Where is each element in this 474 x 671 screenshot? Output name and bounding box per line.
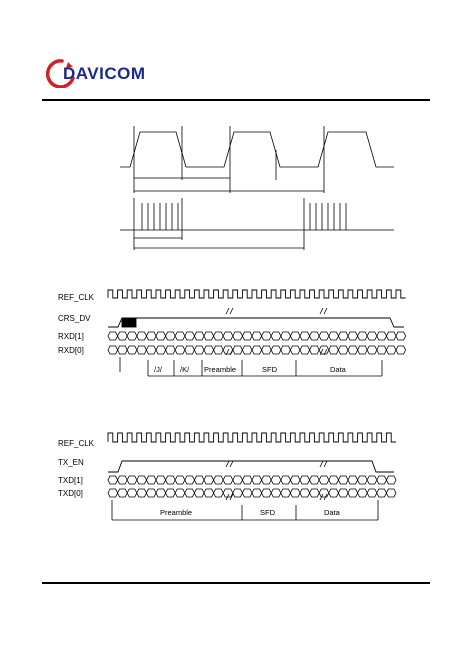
- tx-signal-label-ref-clk: REF_CLK: [58, 439, 95, 448]
- tx-signal-label-tx-en: TX_EN: [58, 458, 84, 467]
- rx-segment-j: /J/: [154, 365, 162, 374]
- tx-en-waveform: [108, 461, 394, 472]
- tx-break-marks: [226, 461, 327, 500]
- tx-segment-preamble: Preamble: [160, 508, 193, 517]
- rx-segment-data: Data: [330, 365, 346, 374]
- rx-signal-label-ref-clk: REF_CLK: [58, 293, 95, 302]
- tx-segment-data: Data: [324, 508, 340, 517]
- tx-signal-label-txd0: TXD[0]: [58, 489, 83, 498]
- rx-signal-label-rxd0: RXD[0]: [58, 346, 84, 355]
- rx-segment-k: /K/: [180, 365, 190, 374]
- tx-signal-label-txd1: TXD[1]: [58, 476, 83, 485]
- rx-signal-label-rxd1: RXD[1]: [58, 332, 84, 341]
- footer-rule: [42, 582, 430, 584]
- tx-txd1-bus: [108, 476, 396, 484]
- rx-segment-preamble: Preamble: [204, 365, 237, 374]
- tx-ref-clk-waveform: [108, 433, 396, 442]
- tx-txd0-bus: [108, 489, 396, 497]
- rx-segment-sfd: SFD: [262, 365, 277, 374]
- tx-segment-sfd: SFD: [260, 508, 275, 517]
- logo-wordmark: DAVICOM: [63, 64, 146, 83]
- rx-signal-label-crs-dv: CRS_DV: [58, 314, 91, 323]
